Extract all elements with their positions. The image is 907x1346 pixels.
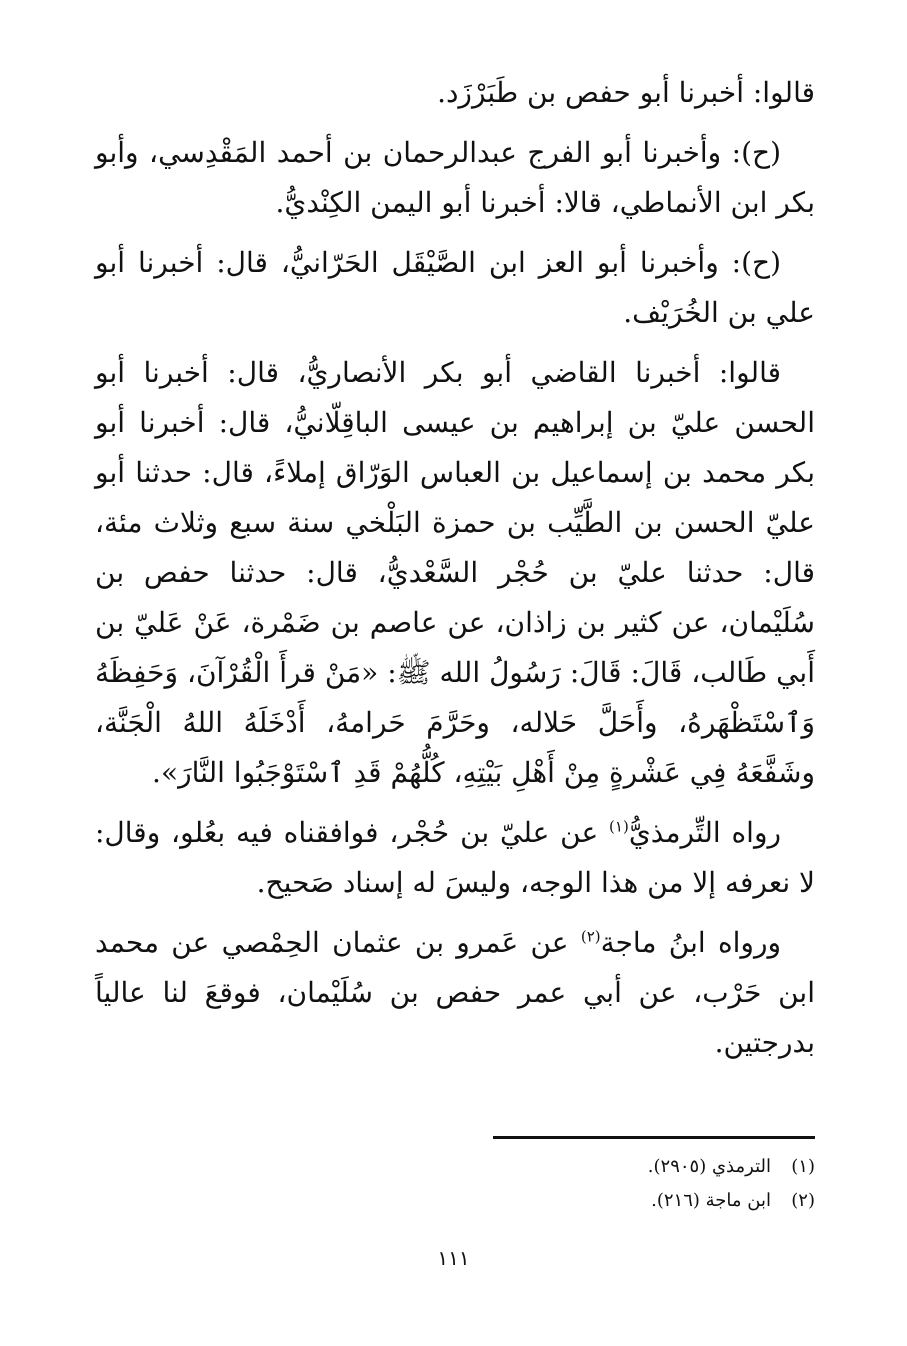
paragraph-1: قالوا: أخبرنا أبو حفص بن طَبَرْزَد. [437,76,815,109]
page-number: ١١١ [437,1246,470,1270]
footnote-number: (١) [791,1156,815,1177]
footnote-number: (٢) [791,1190,815,1211]
ibnmajah-text-end: عن عَمرو بن عثمان الحِمْصي عن محمد ابن حَرْب، عن أبي عمر حفص بن سُلَيْمان، فوقعَ لنا عالياً بدرجتين. [95,926,815,1059]
footnote-text: ابن ماجة (٢١٦). [651,1190,771,1211]
paragraph-2: (ح): وأخبرنا أبو الفرج عبدالرحمان بن أحمد المَقْدِسي، وأبو بكر ابن الأنماطي، قالا: أخبرنا أبو اليمن الكِنْديُّ. [95,136,815,219]
footnotes [315,1150,815,1218]
footnote-divider [493,1136,815,1139]
footnote-ref-1[interactable]: (١) [609,817,629,836]
tirmidhi-text-start: رواه التِّرمذيُّ [628,816,781,849]
paragraph-4-hadith: قالوا: أخبرنا القاضي أبو بكر الأنصاريُّ، قال: أخبرنا أبو الحسن عليّ بن إبراهيم بن عيسى الباقِلّانيُّ، قال: أخبرنا أبو بكر محمد بن إسماعيل بن العباس الوَرّاق إملاءً، قال: حدثنا أبو عليّ الحسن بن الطَّيِّب بن حمزة البَلْخي سنة سبع وثلاث مئة، قال: حدثنا عليّ بن حُجْر السَّعْديُّ، قال: حدثنا حفص بن سُلَيْمان، عن كثير بن زاذان، عن عاصم بن ضَمْرة، عَنْ عَليّ بن أَبي طَالب، قَالَ: قَالَ: رَسُولُ الله ﷺ: «مَنْ قرأَ الْقُرْآنَ، وَحَفِظَهُ وَٱسْتَظْهَرهُ، وأَحَلَّ حَلاله، وحَرَّمَ حَرامهُ، أَدْخَلَهُ اللهُ الْجَنَّة، وشَفَّعَهُ فِي عَشْرةٍ مِنْ أَهْلِ بَيْتِهِ، كُلُّهُمْ قَدِ ٱسْتَوْجَبُوا النَّارَ». [95,356,815,789]
paragraph-3: (ح): وأخبرنا أبو العز ابن الصَّيْقَل الحَرّانيُّ، قال: أخبرنا أبو علي بن الخُرَيْف. [95,246,815,329]
footnote-text: الترمذي (٢٩٠٥). [647,1156,771,1177]
main-text [95,68,815,1078]
tirmidhi-text-end: عن عليّ بن حُجْر، فوافقناه فيه بعُلو، وقال: لا نعرفه إلا من هذا الوجه، وليسَ له إسناد صَحيح. [95,816,815,899]
footnote-1 [315,1150,815,1184]
footnote-ref-2[interactable]: (٢) [580,927,601,946]
paragraph-tirmidhi [95,808,815,908]
paragraph-ibn-majah [95,918,815,1068]
ibnmajah-text-start: ورواه ابنُ ماجة [600,926,781,959]
footnote-2 [315,1184,815,1218]
